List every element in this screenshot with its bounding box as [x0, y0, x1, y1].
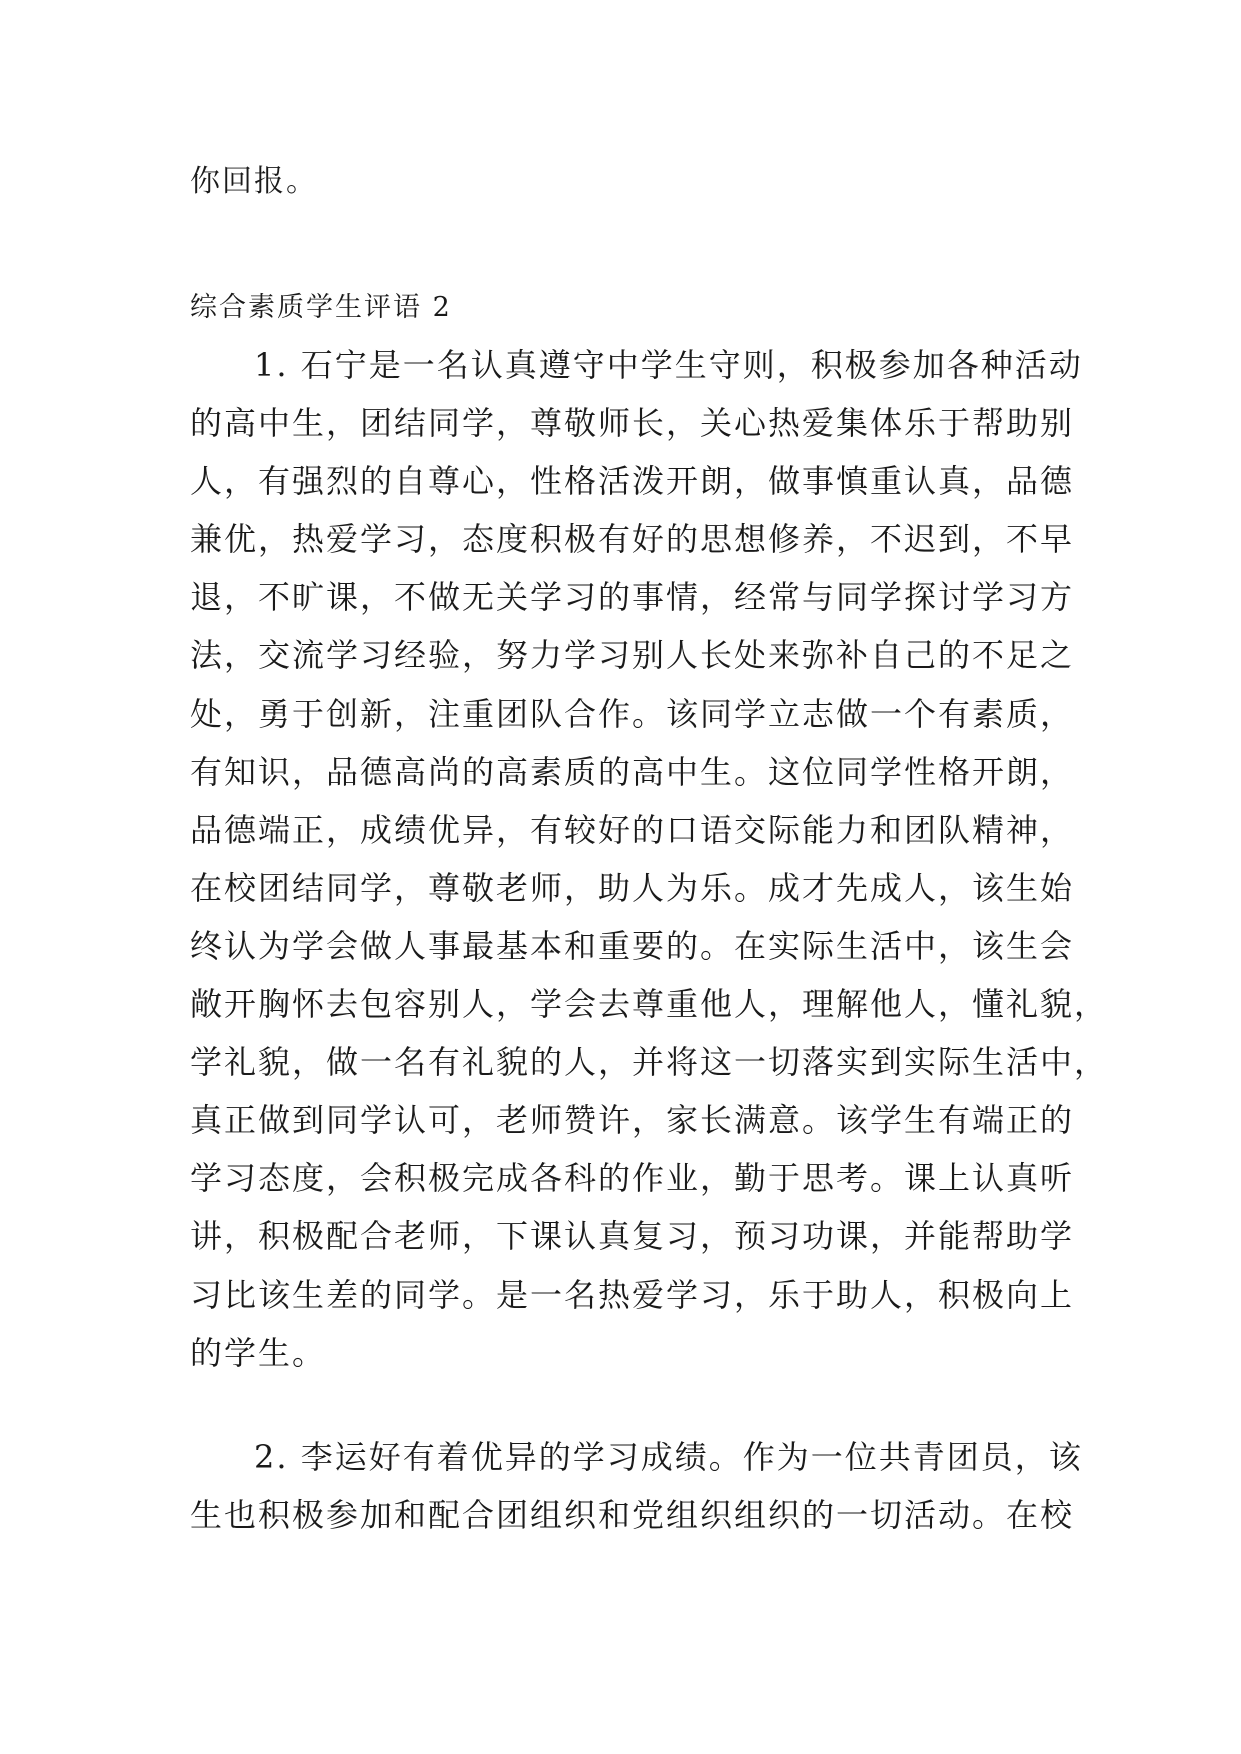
paragraph-2	[190, 1428, 1083, 1544]
paragraph-line: 兼优，热爱学习，态度积极有好的思想修养，不迟到，不早	[190, 520, 1075, 559]
paragraph-line: 法，交流学习经验，努力学习别人长处来弥补自己的不足之	[190, 636, 1075, 675]
paragraph-1	[190, 336, 1109, 1382]
paragraph-line: 有知识，品德高尚的高素质的高中生。这位同学性格开朗，	[190, 752, 1075, 791]
paragraph-line: 生也积极参加和配合团组织和党组织组织的一切活动。在校	[190, 1496, 1075, 1535]
paragraph-line: 人，有强烈的自尊心，性格活泼开朗，做事慎重认真，品德	[190, 462, 1075, 501]
paragraph-line: 学习态度，会积极完成各科的作业，勤于思考。课上认真听	[190, 1159, 1075, 1198]
paragraph-line: 终认为学会做人事最基本和重要的。在实际生活中，该生会	[190, 926, 1075, 965]
section-heading: 综合素质学生评语 2	[190, 292, 452, 323]
paragraph-line: 真正做到同学认可，老师赞许，家长满意。该学生有端正的	[190, 1101, 1075, 1140]
paragraph-line: 习比该生差的同学。是一名热爱学习，乐于助人，积极向上	[190, 1275, 1075, 1314]
paragraph-line: 学礼貌，做一名有礼貌的人，并将这一切落实到实际生活中，	[190, 1043, 1109, 1082]
paragraph-line: 退，不旷课，不做无关学习的事情，经常与同学探讨学习方	[190, 578, 1075, 617]
paragraph-line: 敞开胸怀去包容别人，学会去尊重他人，理解他人，懂礼貌，	[190, 985, 1109, 1024]
paragraph-line: 处，勇于创新，注重团队合作。该同学立志做一个有素质，	[190, 694, 1075, 733]
paragraph-line: 1. 石宁是一名认真遵守中学生守则，积极参加各种活动	[254, 346, 1083, 384]
paragraph-line: 品德端正，成绩优异，有较好的口语交际能力和团队精神，	[190, 810, 1075, 849]
paragraph-line: 讲，积极配合老师，下课认真复习，预习功课，并能帮助学	[190, 1217, 1075, 1256]
paragraph-line: 的学生。	[190, 1333, 327, 1372]
paragraph-line: 在校团结同学，尊敬老师，助人为乐。成才先成人，该生始	[190, 868, 1075, 907]
carryover-text: 你回报。	[190, 164, 318, 199]
paragraph-line: 的高中生，团结同学，尊敬师长，关心热爱集体乐于帮助别	[190, 404, 1075, 443]
paragraph-line: 2. 李运好有着优异的学习成绩。作为一位共青团员，该	[254, 1438, 1083, 1476]
